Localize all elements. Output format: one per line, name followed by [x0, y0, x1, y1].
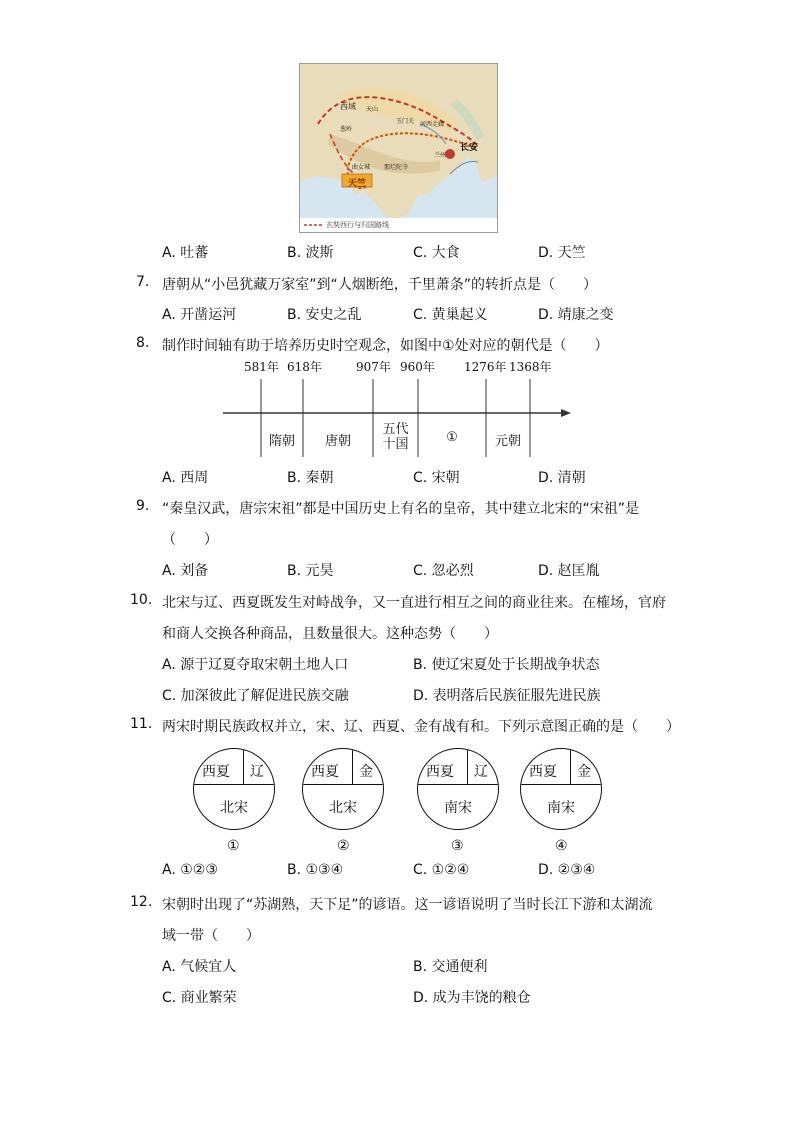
diagram-2-top-left: 西夏	[311, 764, 339, 780]
q11-stem: 两宋时期民族政权并立，宋、辽、西夏、金有战有和。下列示意图正确的是（ ）	[162, 719, 680, 735]
diagram-4-top-left: 西夏	[529, 764, 557, 780]
q10-option-c[interactable]: C. 加深彼此了解促进民族交融	[162, 688, 349, 704]
xuanzang-route-map	[299, 63, 498, 233]
q11-option-d[interactable]: D. ②③④	[538, 862, 596, 878]
diagram-3-top-right: 辽	[474, 764, 488, 780]
q11-option-b[interactable]: B. ①③④	[287, 862, 344, 878]
diagram-4-top-right: 金	[577, 764, 591, 780]
regime-diagram-3	[417, 748, 499, 830]
q12-option-b[interactable]: B. 交通便利	[413, 959, 488, 975]
q6-option-c[interactable]: C. 大食	[413, 245, 460, 261]
q10-number: 10.	[130, 592, 153, 608]
timeline-cell-blank: ①	[446, 430, 458, 445]
q8-number: 8.	[136, 335, 150, 351]
diagram-4-number: ④	[555, 838, 568, 854]
q7-option-d[interactable]: D. 靖康之变	[538, 307, 614, 323]
timeline-year-618: 618年	[287, 360, 322, 374]
q11-option-c[interactable]: C. ①②④	[413, 862, 470, 878]
q12-option-c[interactable]: C. 商业繁荣	[162, 990, 237, 1006]
timeline-cell-sui: 隋朝	[268, 434, 295, 449]
q12-number: 12.	[130, 894, 153, 910]
diagram-2-bottom: 北宋	[329, 800, 357, 816]
q12-option-d[interactable]: D. 成为丰饶的粮仓	[413, 990, 531, 1006]
regime-diagram-4	[520, 748, 602, 830]
map-label-yumenguan: 玉门关	[396, 118, 415, 125]
q7-option-a[interactable]: A. 开凿运河	[162, 307, 237, 323]
q9-stem: “秦皇汉武，唐宗宋祖”都是中国历史上有名的皇帝，其中建立北宋的“宋祖”是	[162, 501, 640, 517]
map-label-tianshan: 天山	[366, 106, 379, 113]
diagram-2-number: ②	[337, 838, 350, 854]
regime-diagram-2	[302, 748, 384, 830]
dynasty-timeline	[215, 355, 575, 460]
q10-stem: 北宋与辽、西夏既发生对峙战争，又一直进行相互之间的商业往来。在榷场，官府	[162, 595, 666, 611]
q9-number: 9.	[136, 498, 150, 514]
timeline-cell-yuan: 元朝	[494, 434, 521, 449]
diagram-4-bottom: 南宋	[547, 800, 575, 816]
q9-option-a[interactable]: A. 刘备	[162, 563, 209, 579]
q10-option-a[interactable]: A. 源于辽夏夺取宋朝土地人口	[162, 657, 349, 673]
map-label-xiyu: 西域	[340, 102, 356, 111]
q8-option-c[interactable]: C. 宋朝	[413, 470, 460, 486]
timeline-year-581: 581年	[244, 360, 279, 374]
map-label-qunuju: 曲女城	[352, 164, 371, 171]
diagram-1-top-right: 辽	[250, 764, 264, 780]
diagram-1-top-left: 西夏	[202, 764, 230, 780]
q12-stem-continued: 域一带（ ）	[162, 928, 260, 944]
q7-stem: 唐朝从“小邑犹藏万家室”到“人烟断绝，千里萧条”的转折点是（ ）	[162, 277, 598, 293]
q12-stem: 宋朝时出现了“苏湖熟，天下足”的谚语。这一谚语说明了当时长江下游和太湖流	[162, 897, 653, 913]
timeline-year-1368: 1368年	[509, 360, 552, 374]
q8-option-a[interactable]: A. 西周	[162, 470, 209, 486]
map-label-changan: 长安	[460, 143, 479, 153]
map-legend: 玄奘西行与归国路线	[326, 221, 389, 229]
q6-option-a[interactable]: A. 吐蕃	[162, 245, 209, 261]
map-label-hexi: 河西走廊	[420, 121, 445, 128]
diagram-1-number: ①	[227, 838, 240, 854]
q10-option-d[interactable]: D. 表明落后民族征服先进民族	[413, 688, 601, 704]
map-label-tianzhu: 天竺	[348, 179, 367, 189]
regime-diagram-1	[193, 748, 275, 830]
timeline-cell-tang: 唐朝	[324, 434, 351, 449]
q9-option-d[interactable]: D. 赵匡胤	[538, 563, 600, 579]
q8-option-b[interactable]: B. 秦朝	[287, 470, 334, 486]
q10-stem-continued: 和商人交换各种商品，且数量很大。这种态势（ ）	[162, 626, 498, 642]
diagram-2-top-right: 金	[359, 764, 373, 780]
q9-stem-continued: （ ）	[162, 532, 218, 548]
q6-option-d[interactable]: D. 天竺	[538, 245, 586, 261]
q7-option-b[interactable]: B. 安史之乱	[287, 307, 362, 323]
timeline-cell-five-dynasties: 五代 十国	[382, 422, 409, 452]
q7-option-c[interactable]: C. 黄巢起义	[413, 307, 488, 323]
diagram-3-bottom: 南宋	[444, 800, 472, 816]
q11-option-a[interactable]: A. ①②③	[162, 862, 218, 878]
diagram-1-bottom: 北宋	[220, 800, 248, 816]
q8-option-d[interactable]: D. 清朝	[538, 470, 586, 486]
q11-number: 11.	[130, 716, 153, 732]
map-label-congling: 葱岭	[340, 126, 353, 133]
q9-option-c[interactable]: C. 忽必烈	[413, 563, 474, 579]
timeline-year-1276: 1276年	[464, 360, 507, 374]
diagram-3-top-left: 西夏	[426, 764, 454, 780]
map-label-lanzhou: 兰州	[434, 152, 447, 159]
map-label-nalanda: 那烂陀寺	[384, 164, 409, 171]
q10-option-b[interactable]: B. 使辽宋夏处于长期战争状态	[413, 657, 600, 673]
diagram-3-number: ③	[451, 838, 464, 854]
timeline-year-960: 960年	[400, 360, 435, 374]
timeline-year-907: 907年	[356, 360, 391, 374]
q6-option-b[interactable]: B. 波斯	[287, 245, 334, 261]
q7-number: 7.	[136, 274, 150, 290]
q9-option-b[interactable]: B. 元昊	[287, 563, 334, 579]
q12-option-a[interactable]: A. 气候宜人	[162, 959, 237, 975]
q8-stem: 制作时间轴有助于培养历史时空观念，如图中①处对应的朝代是（ ）	[162, 338, 609, 354]
